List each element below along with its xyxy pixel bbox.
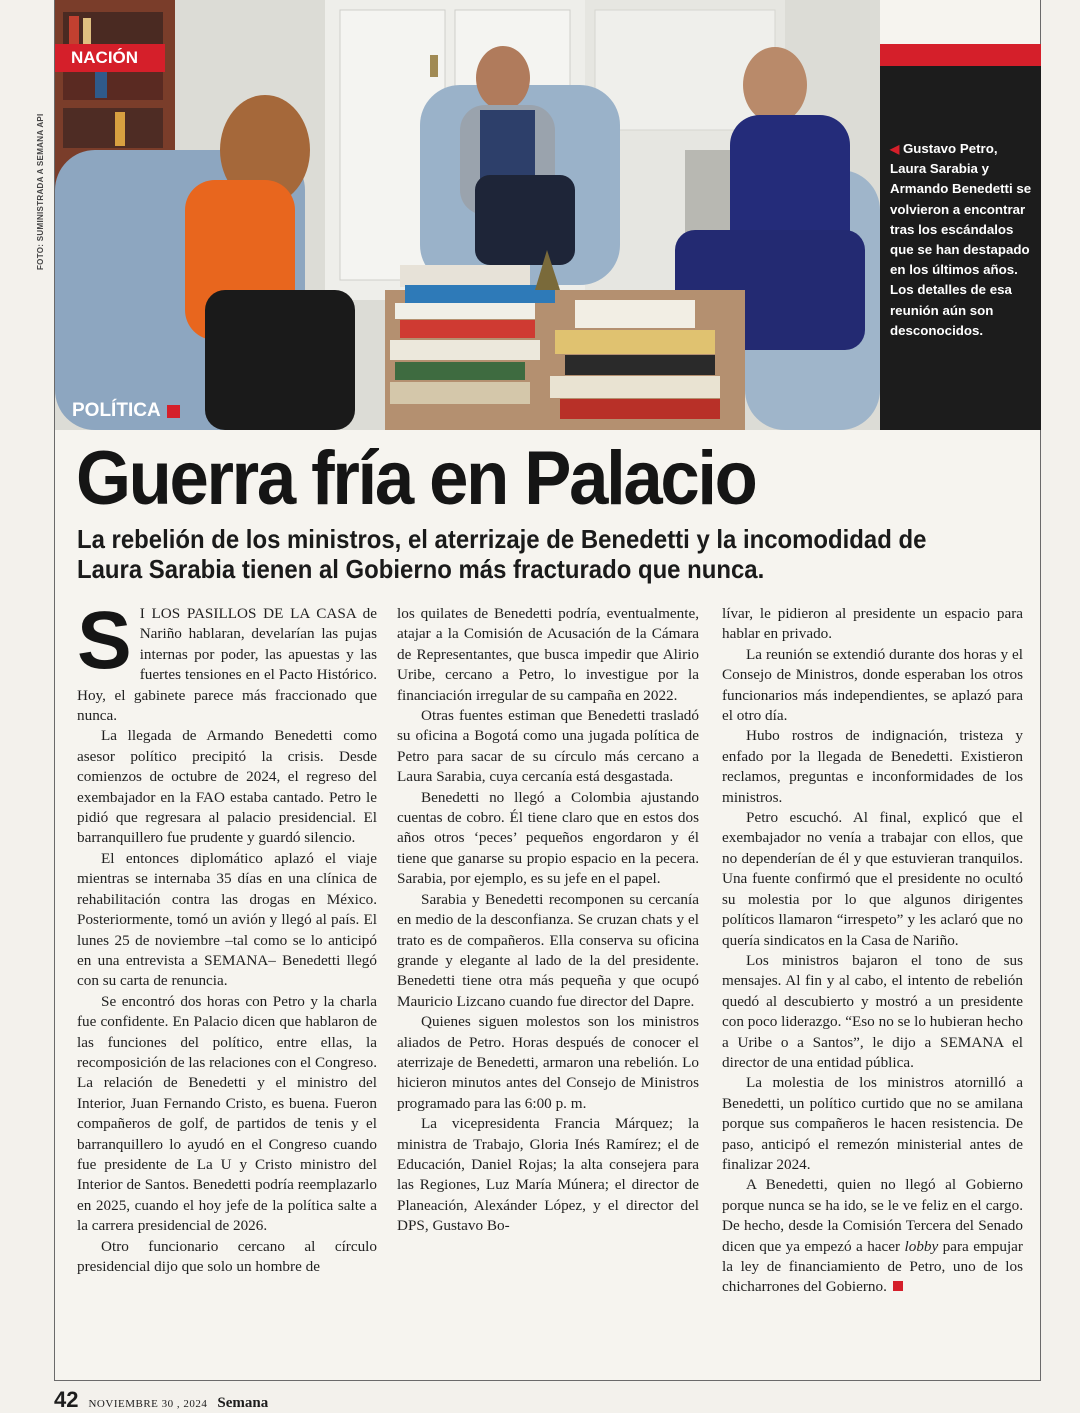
paragraph: Otras fuentes estiman que Benedetti trasladó su oficina a Bogotá como una jugada política de Petro para sacar de su círculo más cercano a Laura Sarabia, cuya cercanía está desgastada. [397,707,699,786]
paragraph: Otro funcionario cercano al círculo presidencial dijo que solo un hombre de [77,1237,377,1275]
rubric-square-icon [167,405,180,418]
final-paragraph [722,1175,1023,1297]
column-3 [722,604,1023,1298]
section-tag: NACIÓN [55,44,165,72]
caption-text: Gustavo Petro, Laura Sarabia y Armando Benedetti se volvieron a encontrar tras los escándalos que se han destapado en los últimos años. Los detalles de esa reunión aún son desconocidos. [890,141,1032,338]
final-text-italic: lobby [904,1237,939,1255]
lead-paragraph [77,595,377,726]
caption-arrow-icon: ◀ [890,142,900,156]
paragraph: lívar, le pidieron al presidente un espacio para hablar en privado. [722,605,1023,643]
column-2 [397,604,699,1237]
paragraph: Se encontró dos horas con Petro y la charla fue confidente. En Palacio dicen que hablaron de las funciones del político, entre ellas, la recomposición de las relaciones con el Congreso. La relación de Benedetti y el ministro del Interior, Juan Fernando Cristo, es buena. Fueron compañeros de golf, de partidos de tenis y el barranquillero lo ayudó en el Congreso cuando fue presidente de La U y Cristo ministro del Interior de Santos. Benedetti podría reemplazarlo en 2025, cuando el hoy jefe de la política salte a la carrera presidencial de 2026. [77,992,377,1235]
paragraph: Hubo rostros de indignación, tristeza y enfado por la llegada de Benedetti. Existieron reclamos, preguntas e inconformidades de los ministros. [722,727,1023,806]
paragraph: La vicepresidenta Francia Márquez; la ministra de Trabajo, Gloria Inés Ramírez; el de Educación, Daniel Rojas; la alta consejera para las Regiones, Luz María Múnera; el director de Planeación, Alexánder López, y el director del DPS, Gustavo Bo- [397,1115,699,1235]
issue-date: NOVIEMBRE 30 , 2024 [88,1398,208,1410]
paragraph: los quilates de Benedetti podría, eventualmente, atajar a la Comisión de Acusación de la Cámara de Representantes, que busca impedir que Alirio Uribe, cercano a Petro, lo investigue por la financiación irregular de su campaña en 2022. [397,605,699,704]
photo-credit: FOTO: SUMINISTRADA A SEMANA API [36,113,45,270]
folio [54,1387,268,1413]
final-text-start: A Benedetti, quien no llegó al Gobierno porque nunca se ha ido, se le ve feliz en el cargo. De hecho, desde la Comisión Tercera del Senado dicen que ya empezó a hacer [722,1176,1023,1255]
article-photo [55,0,880,430]
final-text-end: para empujar la ley de financiamiento de Petro, uno de los chicharrones del Gobierno. [722,1237,1023,1296]
paragraph: Petro escuchó. Al final, explicó que el exembajador no venía a trabajar con ellos, que no dependerían de él y que estuvieran tranquilos. Una fuente confirmó que el presidente no ocultó su molestia por lo que algunos dirigentes políticos llamaron “irrespeto” y les aclaró que no quería sindicatos en la Casa de Nariño. [722,809,1023,949]
paragraph: Quienes siguen molestos son los ministros aliados de Petro. Horas después de conocer el aterrizaje de Benedetti, armaron una rebelión. Lo hicieron minutos antes del Consejo de Ministros programado para las 6:00 p. m. [397,1013,699,1112]
rubric-label: POLÍTICA [72,400,161,421]
dek: La rebelión de los ministros, el aterrizaje de Benedetti y la incomodidad de Laura Sarabia tienen al Gobierno más fracturado que nunca. [77,524,927,584]
photo-illustration [55,0,880,430]
paragraph: Sarabia y Benedetti recomponen su cercanía en medio de la desconfianza. Se cruzan chats y el trato es de compañeros. Ella conserva su oficina grande y elegante al lado de la del presidente. Benedetti tiene otra más pequeña y que ocupó Mauricio Lizcano cuando fue director del Dapre. [397,890,699,1010]
paragraph: Los ministros bajaron el tono de sus mensajes. Al fin y al cabo, el intento de rebelión quedó al descubierto y mostró a un presidente con poco liderazgo. “Eso no se lo hubieran hecho a Uribe o a Santos”, le dijo a SEMANA el director de una entidad pública. [722,951,1023,1071]
caption-red-bar [880,44,1041,66]
dropcap: S [77,595,132,686]
photo-caption [890,139,1032,341]
paragraph: La molestia de los ministros atornilló a Benedetti, un político curtido que no se amilana porque sus compañeros le hacen resistencia. De paso, anticipó el remezón ministerial antes de finalizar 2024. [722,1074,1023,1173]
paragraph: La reunión se extendió durante dos horas y el Consejo de Ministros, donde esperaban los otros funcionarios más independientes, se aplazó para el otro día. [722,645,1023,725]
caption-box [880,44,1041,430]
headline: Guerra fría en Palacio [76,436,756,521]
paragraph: Benedetti no llegó a Colombia ajustando cuentas de cobro. Él tiene claro que en estos dos años otros ‘peces’ pequeños engordaron y él tiene que ganarse su propio espacio en la pecera. Sarabia, por ejemplo, es su jefe en el papel. [397,788,699,888]
column-1 [77,595,377,1277]
page-number: 42 [54,1387,79,1412]
paragraph: La llegada de Armando Benedetti como asesor político precipitó la crisis. Desde comienzos de octubre de 2024, el regreso del exembajador en la FAO estaba cantado. Petro le pidió que regresara al palacio presidencial. El barranquillero fue prudente y guardó silencio. [77,727,377,847]
paragraph: El entonces diplomático aplazó el viaje mientras se internaba 35 días en una clínica de rehabilitación contra las drogas en México. Posteriormente, tomó un avión y llegó al país. El lunes 25 de noviembre –tal como se lo anticipó en una entrevista a SEMANA– Benedetti llegó con su carta de renuncia. [77,849,377,990]
paragraph: I LOS PASILLOS DE LA CASA de Nariño hablaran, develarían las pujas internas por poder, las apuestas y las fuertes tensiones en el Pacto Histórico. Hoy, el gabinete parece más fraccionado que nunca. [77,605,377,725]
rubric [72,400,180,422]
end-mark-icon [893,1281,903,1291]
magazine-name: Semana [217,1395,269,1411]
